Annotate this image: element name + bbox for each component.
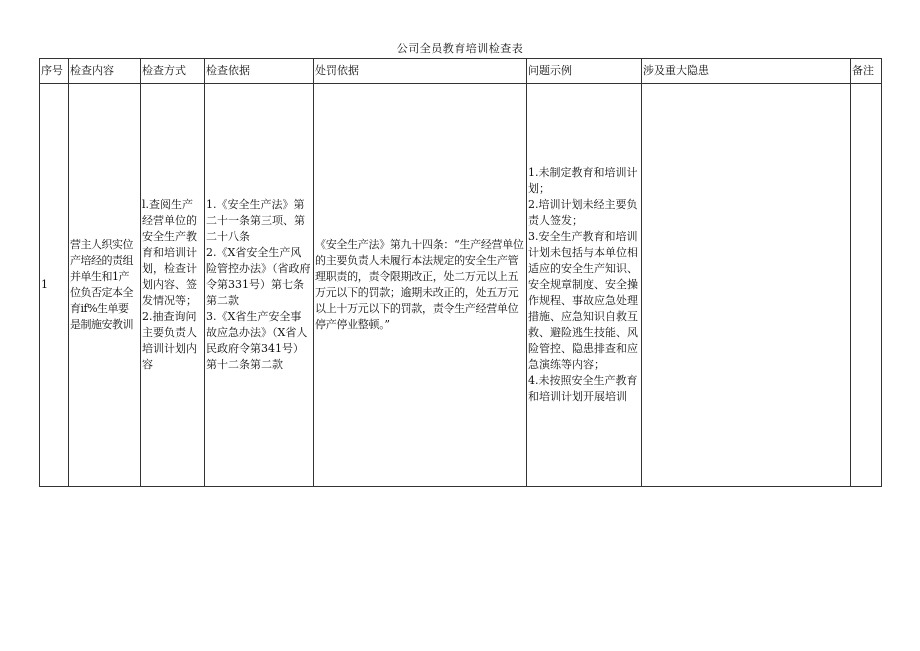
header-index: 序号: [40, 59, 69, 84]
cell-issues: 1.未制定教育和培训计划； 2.培训计划未经主要负责人签发； 3.安全生产教育和培训计划未包括与本单位相适应的安全生产知识、安全规章制度、安全操作规程、事故应急处理措施、应急知识自救互救、避险逃生技能、风险管控、隐患排查和应急演练等内容； 4.未按照安全生产教育和培训计划开展培训: [527, 84, 642, 487]
header-penalty: 处罚依据: [314, 59, 527, 84]
cell-basis: 1.《安全生产法》第二十一条第三项、第二十八条 2.《X省安全生产风险管控办法》（省政府令第331号）第七条第二款 3.《X省生产安全事故应急办法》（X省人民政府令第341号）第十二条第二款: [205, 84, 314, 487]
header-remarks: 备注: [851, 59, 882, 84]
header-basis: 检查依据: [205, 59, 314, 84]
document-title: 公司全员教育培训检查表: [396, 42, 524, 55]
cell-method: l.查阅生产经营单位的安全生产教育和培训计划，检查计划内容、签发情况等； 2.抽查询问主要负责人培训计划内容: [141, 84, 205, 487]
header-row: [40, 59, 882, 84]
cell-hazard: [642, 84, 851, 487]
header-issues: 问题示例: [527, 59, 642, 84]
header-hazard: 涉及重大隐患: [642, 59, 851, 84]
cell-index: 1: [40, 84, 69, 487]
table-row: [40, 84, 882, 487]
inspection-table: [39, 58, 882, 487]
cell-content: 营主人织实位产培经的责组并单生和1产位负否定本全育if%生单要是制施安教训: [69, 84, 141, 487]
header-content: 检查内容: [69, 59, 141, 84]
cell-remarks: [851, 84, 882, 487]
header-method: 检查方式: [141, 59, 205, 84]
cell-penalty: 《安全生产法》第九十四条：“生产经营单位的主要负责人未履行本法规定的安全生产管理职责的，责令限期改正，处二万元以上五万元以下的罚款；逾期未改正的，处五万元以上十万元以下的罚款，责令生产经营单位停产停业整顿。”: [314, 84, 527, 487]
